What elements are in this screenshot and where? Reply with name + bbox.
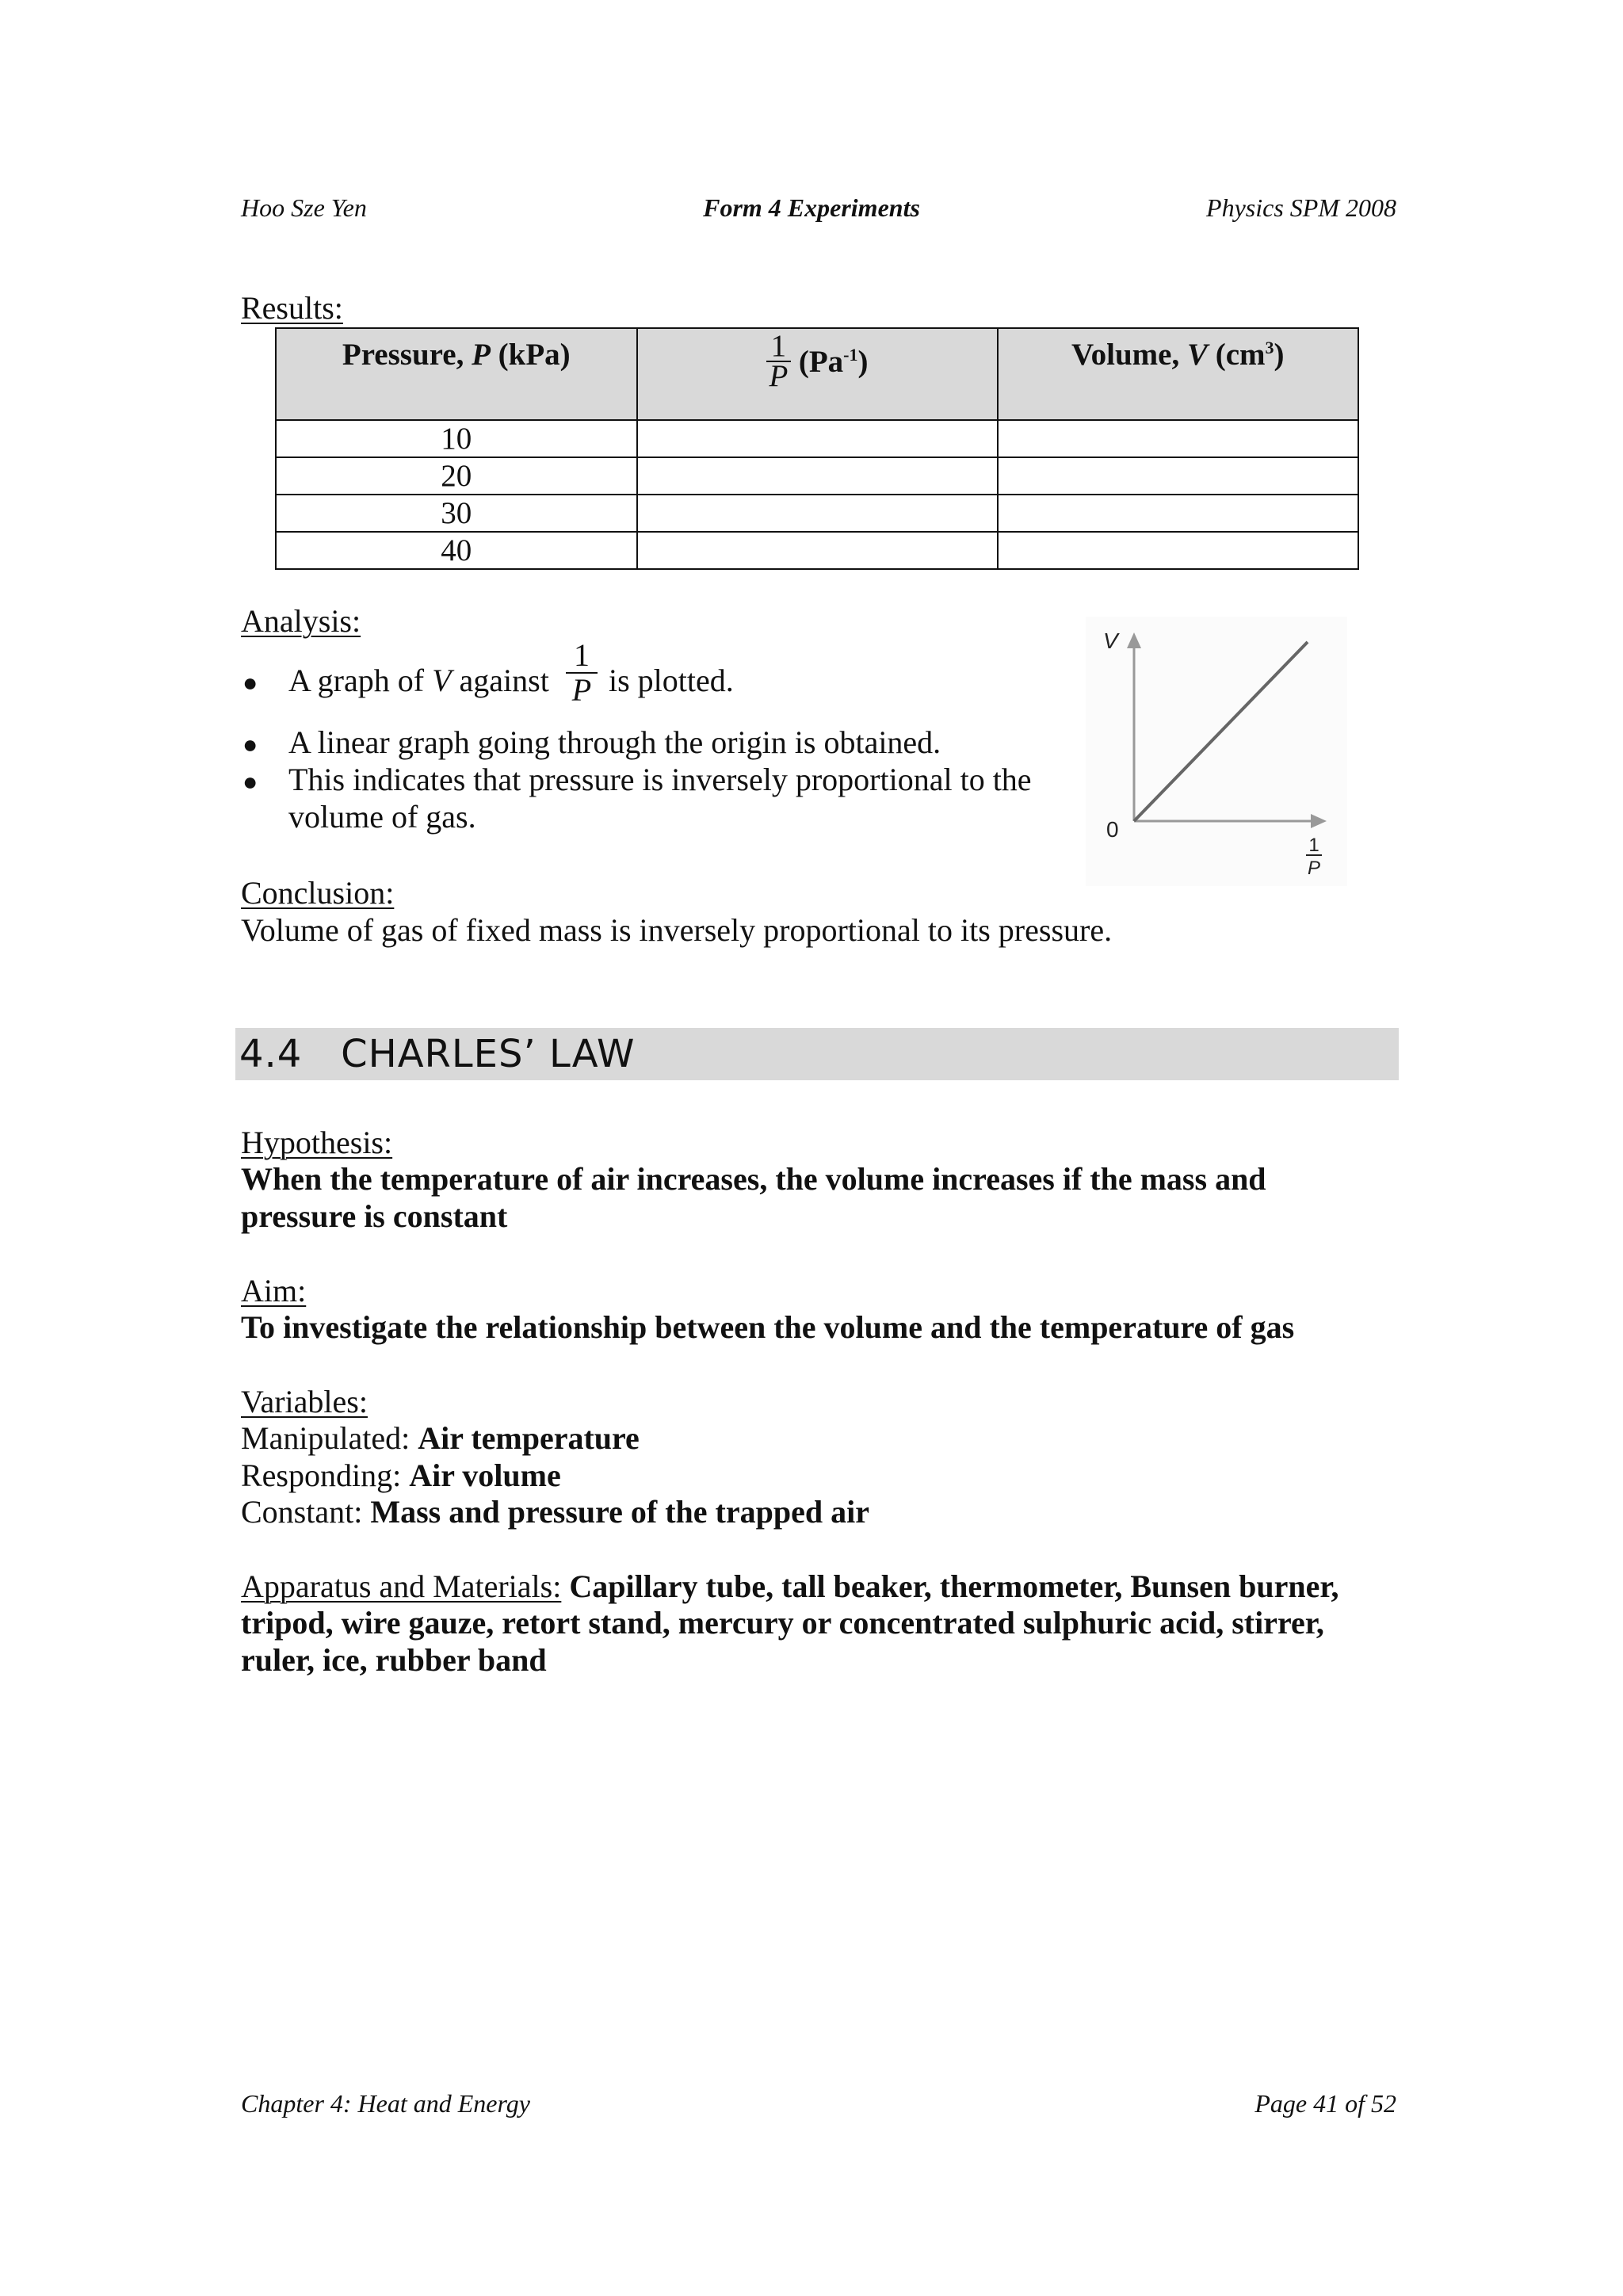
conclusion-text: Volume of gas of fixed mass is inversely proportional to its pressure. xyxy=(241,912,1113,948)
bullet-icon: ● xyxy=(242,668,258,697)
conclusion-heading: Conclusion: xyxy=(241,875,395,911)
aim-text: To investigate the relationship between the volume and the temperature of gas xyxy=(241,1309,1295,1345)
variable-manipulated: Manipulated: Air temperature xyxy=(241,1420,640,1456)
table-header-row xyxy=(276,328,1358,420)
volume-cell xyxy=(998,532,1358,569)
hypothesis-heading: Hypothesis: xyxy=(241,1125,393,1160)
pressure-cell: 30 xyxy=(276,495,637,532)
bullet-icon: ● xyxy=(242,767,258,796)
y-axis-label: V xyxy=(1103,628,1118,653)
analysis-bullet-1: A graph of V against xyxy=(288,663,549,698)
pressure-cell: 40 xyxy=(276,532,637,569)
inverse-cell xyxy=(637,532,998,569)
table-row xyxy=(276,420,1358,457)
table-row xyxy=(276,532,1358,569)
header-author: Hoo Sze Yen xyxy=(241,193,367,222)
apparatus-line3: ruler, ice, rubber band xyxy=(241,1642,547,1678)
header-subject: Physics SPM 2008 xyxy=(1206,193,1396,222)
analysis-bullet-3-line1: This indicates that pressure is inversely proportional to the xyxy=(288,762,1032,797)
volume-cell xyxy=(998,495,1358,532)
volume-cell xyxy=(998,457,1358,495)
inverse-cell xyxy=(637,420,998,457)
hypothesis-line2: pressure is constant xyxy=(241,1198,508,1234)
apparatus-heading: Apparatus and Materials: xyxy=(241,1568,562,1604)
pressure-cell: 20 xyxy=(276,457,637,495)
x-axis-label-denominator: P xyxy=(1307,858,1321,879)
pressure-cell: 10 xyxy=(276,420,637,457)
analysis-fraction: 1 P xyxy=(566,639,598,707)
results-heading: Results: xyxy=(241,290,343,326)
variable-responding: Responding: Air volume xyxy=(241,1457,561,1493)
table-row xyxy=(276,457,1358,495)
footer-chapter: Chapter 4: Heat and Energy xyxy=(241,2089,530,2118)
analysis-bullet-2: A linear graph going through the origin is obtained. xyxy=(288,724,941,760)
bullet-icon: ● xyxy=(242,730,258,758)
x-axis-label-numerator: 1 xyxy=(1308,835,1319,856)
analysis-bullet-3-line2: volume of gas. xyxy=(288,799,476,835)
hypothesis-line1: When the temperature of air increases, the volume increases if the mass and xyxy=(241,1161,1266,1197)
volume-cell xyxy=(998,420,1358,457)
column-header-inverse-pressure: $\frac{1}{P}$ $(Pa^{-1})$ xyxy=(637,328,998,420)
apparatus-line2: tripod, wire gauze, retort stand, mercury or concentrated sulphuric acid, stirrer, xyxy=(241,1605,1324,1641)
header-title: Form 4 Experiments xyxy=(703,193,920,222)
aim-heading: Aim: xyxy=(241,1273,307,1308)
column-header-pressure: Pressure, P (kPa) xyxy=(276,328,637,420)
footer-page-number: Page 41 of 52 xyxy=(1254,2089,1396,2118)
analysis-heading: Analysis: xyxy=(241,603,361,639)
apparatus-line1: Apparatus and Materials: Capillary tube, tall beaker, thermometer, Bunsen burner, xyxy=(241,1568,1339,1604)
v-vs-inverse-p-graph xyxy=(1086,617,1347,886)
origin-label: 0 xyxy=(1106,817,1119,842)
variables-heading: Variables: xyxy=(241,1384,368,1419)
results-table xyxy=(275,327,1359,570)
section-title: 4.4 CHARLES’ LAW xyxy=(239,1032,636,1076)
inverse-fraction: $\frac{1}{P}$ xyxy=(766,332,792,391)
analysis-bullet-1-tail: is plotted. xyxy=(609,663,734,698)
column-header-volume: Volume, V $(cm^3)$ xyxy=(998,328,1358,420)
inverse-cell xyxy=(637,495,998,532)
table-row xyxy=(276,495,1358,532)
variable-constant: Constant: Mass and pressure of the trapped air xyxy=(241,1494,869,1530)
inverse-cell xyxy=(637,457,998,495)
